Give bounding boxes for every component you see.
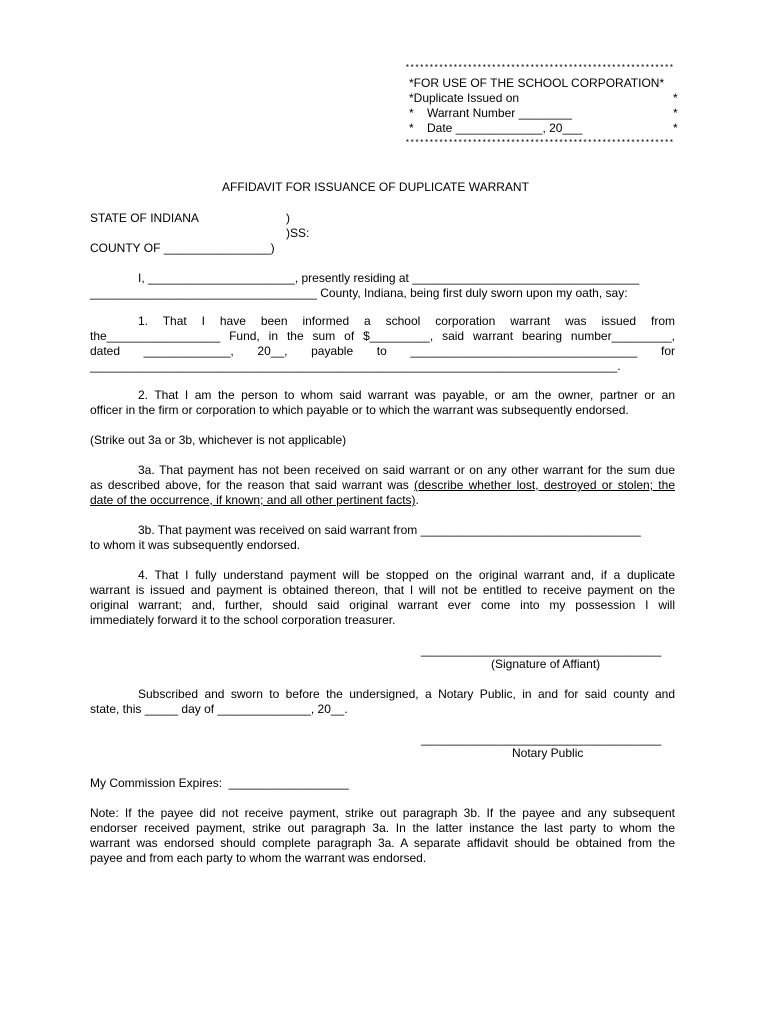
notary-label: Notary Public	[512, 746, 584, 760]
note-line-3: warrant was endorsed should complete paragraph 3a. A separate affidavit should be obtained from the	[90, 836, 675, 850]
box-star-right-1: *	[673, 91, 678, 105]
state-line: STATE OF INDIANA	[90, 211, 199, 225]
p3a-line-3	[90, 493, 419, 508]
p4-line-3: original warrant; and, further, should said original warrant ever come into my possession I will	[90, 598, 675, 612]
box-star-right-2: *	[673, 106, 678, 120]
p4-line-4: immediately forward it to the school corporation treasurer.	[90, 613, 396, 627]
box-stars-top: ********************************************************	[405, 64, 674, 73]
p3a-line-3-end: .	[415, 493, 419, 507]
notary-signature-line: ____________________________________	[421, 732, 662, 746]
strike-note: (Strike out 3a or 3b, whichever is not applicable)	[90, 433, 347, 447]
p3a-line-3-underlined: date of the occurrence, if known; and all other pertinent facts)	[90, 493, 416, 507]
p3a-line-1: 3a. That payment has not been received on said warrant or on any other warrant for the sum due	[138, 463, 675, 477]
p3a-line-2-text: as described above, for the reason that said warrant was	[90, 478, 415, 492]
box-date-line: * Date _____________, 20___	[409, 121, 583, 135]
box-stars-bottom: ********************************************************	[405, 139, 674, 148]
warrant-number-line: * Warrant Number ________	[409, 106, 572, 120]
venue-ss: )SS:	[286, 226, 310, 240]
note-line-2: endorser received payment, strike out paragraph 3a. In the latter instance the last party to whom the	[90, 821, 675, 835]
p2-line-2: officer in the firm or corporation to which payable or to which the warrant was subsequently endorsed.	[90, 403, 629, 417]
box-title: *FOR USE OF THE SCHOOL CORPORATION*	[409, 76, 665, 90]
intro-line-1: I, ______________________, presently residing at __________________________________	[138, 271, 640, 285]
p1-line-4: _______________________________________________________________________________.	[90, 359, 621, 373]
p3a-line-2-underlined: (describe whether lost, destroyed or stolen; the	[414, 478, 675, 492]
subscribed-line-2: state, this _____ day of ______________, 20__.	[90, 702, 348, 716]
box-star-right-3: *	[673, 121, 678, 135]
p4-line-2: warrant is issued and payment is obtained thereon, that I will not be entitled to receive payment on the	[90, 583, 675, 597]
affiant-signature-label: (Signature of Affiant)	[491, 657, 601, 671]
p3b-line-2: to whom it was subsequently endorsed.	[90, 538, 301, 552]
p1-line-3: dated _____________, 20__, payable to __________________________________ for	[90, 344, 675, 358]
note-line-4: payee and from each party to whom the warrant was endorsed.	[90, 851, 427, 865]
note-line-1: Note: If the payee did not receive payment, strike out paragraph 3b. If the payee and any subsequent	[90, 806, 675, 820]
affiant-signature-line: ____________________________________	[421, 643, 662, 657]
county-line: COUNTY OF ________________)	[90, 241, 275, 255]
intro-line-2: __________________________________ County, Indiana, being first duly sworn upon my oath, say:	[90, 286, 628, 300]
commission-expires: My Commission Expires: __________________	[90, 776, 349, 790]
p1-line-2: the_________________ Fund, in the sum of $_________, said warrant bearing number_________,	[90, 329, 675, 343]
p3a-line-2	[90, 478, 675, 493]
p1-line-1: 1. That I have been informed a school corporation warrant was issued from	[138, 314, 675, 328]
p3b-line-1: 3b. That payment was received on said warrant from _________________________________	[138, 523, 641, 537]
p2-line-1: 2. That I am the person to whom said warrant was payable, or am the owner, partner or an	[138, 388, 675, 402]
p4-line-1: 4. That I fully understand payment will be stopped on the original warrant and, if a duplicate	[138, 568, 675, 582]
venue-paren: )	[286, 211, 290, 225]
subscribed-line-1: Subscribed and sworn to before the undersigned, a Notary Public, in and for said county and	[138, 687, 675, 701]
affidavit-title: AFFIDAVIT FOR ISSUANCE OF DUPLICATE WARRANT	[222, 180, 529, 194]
duplicate-issued-line: *Duplicate Issued on	[409, 91, 520, 105]
